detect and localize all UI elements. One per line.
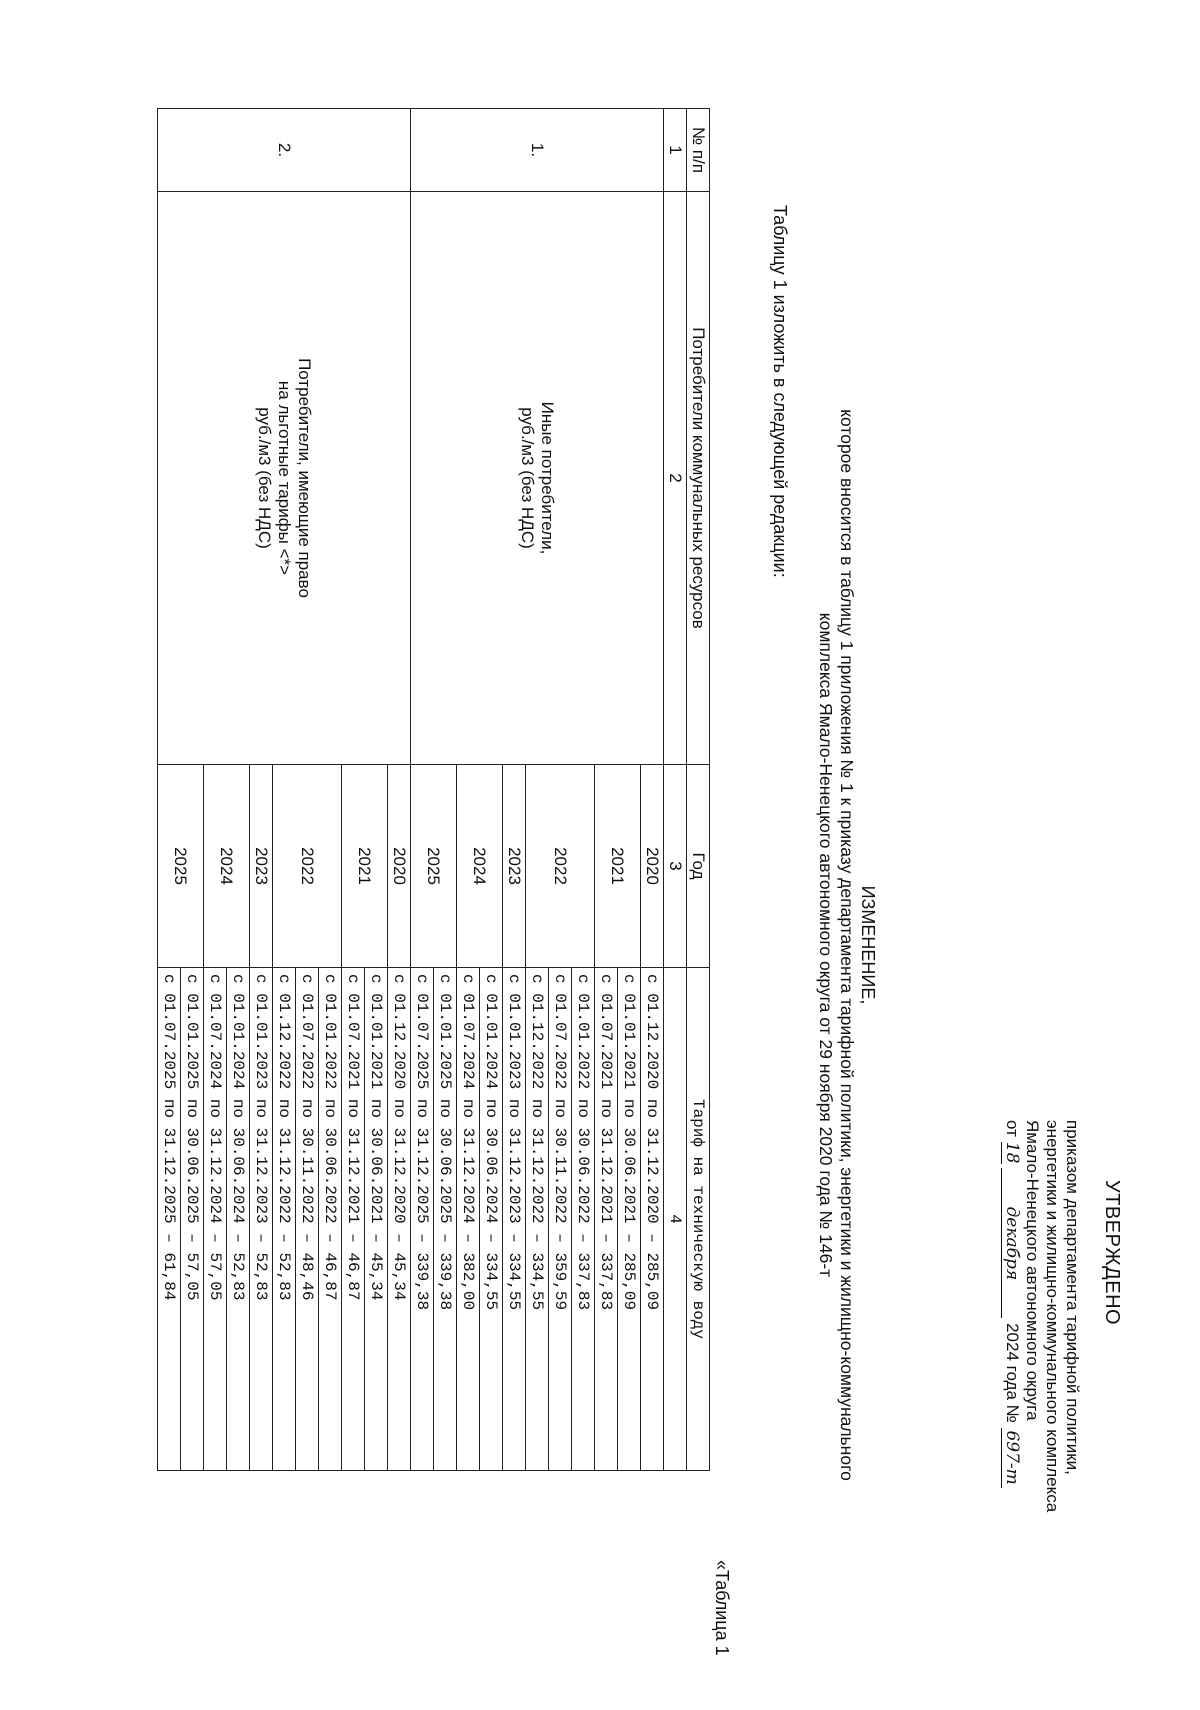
year-cell: 2025 bbox=[411, 765, 457, 968]
year-cell: 2021 bbox=[342, 765, 388, 968]
tariff-cell: с 01.01.2023 по 31.12.2023 – 52,83 bbox=[250, 968, 273, 1471]
approval-line-2: энергетики и жилищно-коммунального комплекса bbox=[1043, 1120, 1062, 1513]
tariff-cell: с 01.12.2022 по 31.12.2022 – 334,55 bbox=[526, 968, 549, 1471]
row-number: 1. bbox=[411, 109, 664, 192]
heading-line-1: которое вносится в таблицу 1 приложения № 1 к приказу департамента тарифной политики, энергетики и жилищно-коммунального bbox=[837, 409, 857, 1481]
consumer-line: руб./м3 (без НДС) bbox=[518, 407, 537, 549]
tariff-cell: с 01.12.2020 по 31.12.2020 – 45,34 bbox=[388, 968, 411, 1471]
header-col-2: 2 bbox=[664, 192, 687, 765]
tariff-cell: с 01.01.2022 по 30.06.2022 – 337,83 bbox=[572, 968, 595, 1471]
consumer-line: Потребители, имеющие право bbox=[295, 358, 314, 598]
tariff-cell: с 01.07.2025 по 31.12.2025 – 339,38 bbox=[411, 968, 434, 1471]
year-cell: 2025 bbox=[158, 765, 204, 968]
table-header-row bbox=[687, 109, 710, 1471]
tariff-cell: с 01.01.2021 по 30.06.2021 – 285,09 bbox=[618, 968, 641, 1471]
year-cell: 2020 bbox=[388, 765, 411, 968]
year-cell: 2024 bbox=[204, 765, 250, 968]
table-row bbox=[388, 109, 411, 1471]
document-heading bbox=[815, 180, 878, 1710]
tariff-cell: с 01.01.2024 по 30.06.2024 – 334,55 bbox=[480, 968, 503, 1471]
header-col-1: 1 bbox=[664, 109, 687, 192]
approval-day: 18 bbox=[1002, 1141, 1022, 1164]
approval-date-line bbox=[1001, 1120, 1022, 1640]
approval-line-1: приказом департамента тарифной политики, bbox=[1063, 1120, 1082, 1475]
consumer-line: Иные потребители, bbox=[538, 401, 557, 555]
instruction-text: Таблицу 1 изложить в следующей редакции: bbox=[770, 205, 790, 578]
approval-line-3: Ямало-Ненецкого автономного округа bbox=[1023, 1120, 1042, 1421]
tariff-cell: с 01.01.2021 по 30.06.2021 – 45,34 bbox=[365, 968, 388, 1471]
table-label: «Таблица 1 bbox=[712, 1560, 732, 1656]
year-cell: 2024 bbox=[457, 765, 503, 968]
header-consumers: Потребители коммунальных ресурсов bbox=[687, 192, 710, 765]
heading-title: ИЗМЕНЕНИЕ, bbox=[858, 885, 878, 1005]
tariff-cell: с 01.07.2025 по 31.12.2025 – 61,84 bbox=[158, 968, 181, 1471]
year-cell: 2023 bbox=[503, 765, 526, 968]
tariff-cell: с 01.07.2022 по 30.11.2022 – 359,59 bbox=[549, 968, 572, 1471]
consumer-line: на льготные тарифы <*> bbox=[275, 380, 294, 576]
approval-month: декабря bbox=[1001, 1168, 1022, 1318]
year-cell: 2020 bbox=[641, 765, 664, 968]
consumer-category bbox=[411, 192, 664, 765]
tariff-cell: с 01.01.2023 по 31.12.2023 – 334,55 bbox=[503, 968, 526, 1471]
tariff-cell: с 01.01.2025 по 30.06.2025 – 57,05 bbox=[181, 968, 204, 1471]
tariff-cell: с 01.07.2021 по 31.12.2021 – 337,83 bbox=[595, 968, 618, 1471]
approval-from-prefix: от bbox=[1003, 1120, 1022, 1137]
year-cell: 2022 bbox=[526, 765, 595, 968]
header-number: № п/п bbox=[687, 109, 710, 192]
consumer-line: руб./м3 (без НДС) bbox=[255, 407, 274, 549]
tariff-cell: с 01.07.2024 по 31.12.2024 – 382,00 bbox=[457, 968, 480, 1471]
heading-line-2: комплекса Ямало-Ненецкого автономного округа от 29 ноября 2020 года № 146-т bbox=[816, 612, 836, 1278]
approval-stamp-block bbox=[1001, 1120, 1122, 1640]
approval-year-text: 2024 года № bbox=[1003, 1323, 1022, 1423]
header-year: Год bbox=[687, 765, 710, 968]
tariff-cell: с 01.01.2024 по 30.06.2024 – 52,83 bbox=[227, 968, 250, 1471]
approval-title: УТВЕРЖДЕНО bbox=[1101, 1180, 1123, 1326]
year-cell: 2022 bbox=[273, 765, 342, 968]
tariff-cell: с 01.07.2024 по 31.12.2024 – 57,05 bbox=[204, 968, 227, 1471]
header-col-3: 3 bbox=[664, 765, 687, 968]
tariff-cell: с 01.01.2025 по 30.06.2025 – 339,38 bbox=[434, 968, 457, 1471]
consumer-category bbox=[158, 192, 411, 765]
header-tariff: Тариф на техническую воду bbox=[687, 968, 710, 1471]
tariff-cell: с 01.12.2022 по 31.12.2022 – 52,83 bbox=[273, 968, 296, 1471]
year-cell: 2021 bbox=[595, 765, 641, 968]
table-header-numbers-row bbox=[664, 109, 687, 1471]
tariff-cell: с 01.07.2022 по 30.11.2022 – 48,46 bbox=[296, 968, 319, 1471]
row-number: 2. bbox=[158, 109, 411, 192]
tariff-table bbox=[157, 108, 710, 1471]
table-row bbox=[641, 109, 664, 1471]
header-col-4: 4 bbox=[664, 968, 687, 1471]
year-cell: 2023 bbox=[250, 765, 273, 968]
tariff-cell: с 01.12.2020 по 31.12.2020 – 285,09 bbox=[641, 968, 664, 1471]
approval-number: 697-т bbox=[1001, 1428, 1022, 1488]
tariff-table-body bbox=[158, 109, 710, 1471]
tariff-cell: с 01.01.2022 по 30.06.2022 – 46,87 bbox=[319, 968, 342, 1471]
tariff-cell: с 01.07.2021 по 31.12.2021 – 46,87 bbox=[342, 968, 365, 1471]
